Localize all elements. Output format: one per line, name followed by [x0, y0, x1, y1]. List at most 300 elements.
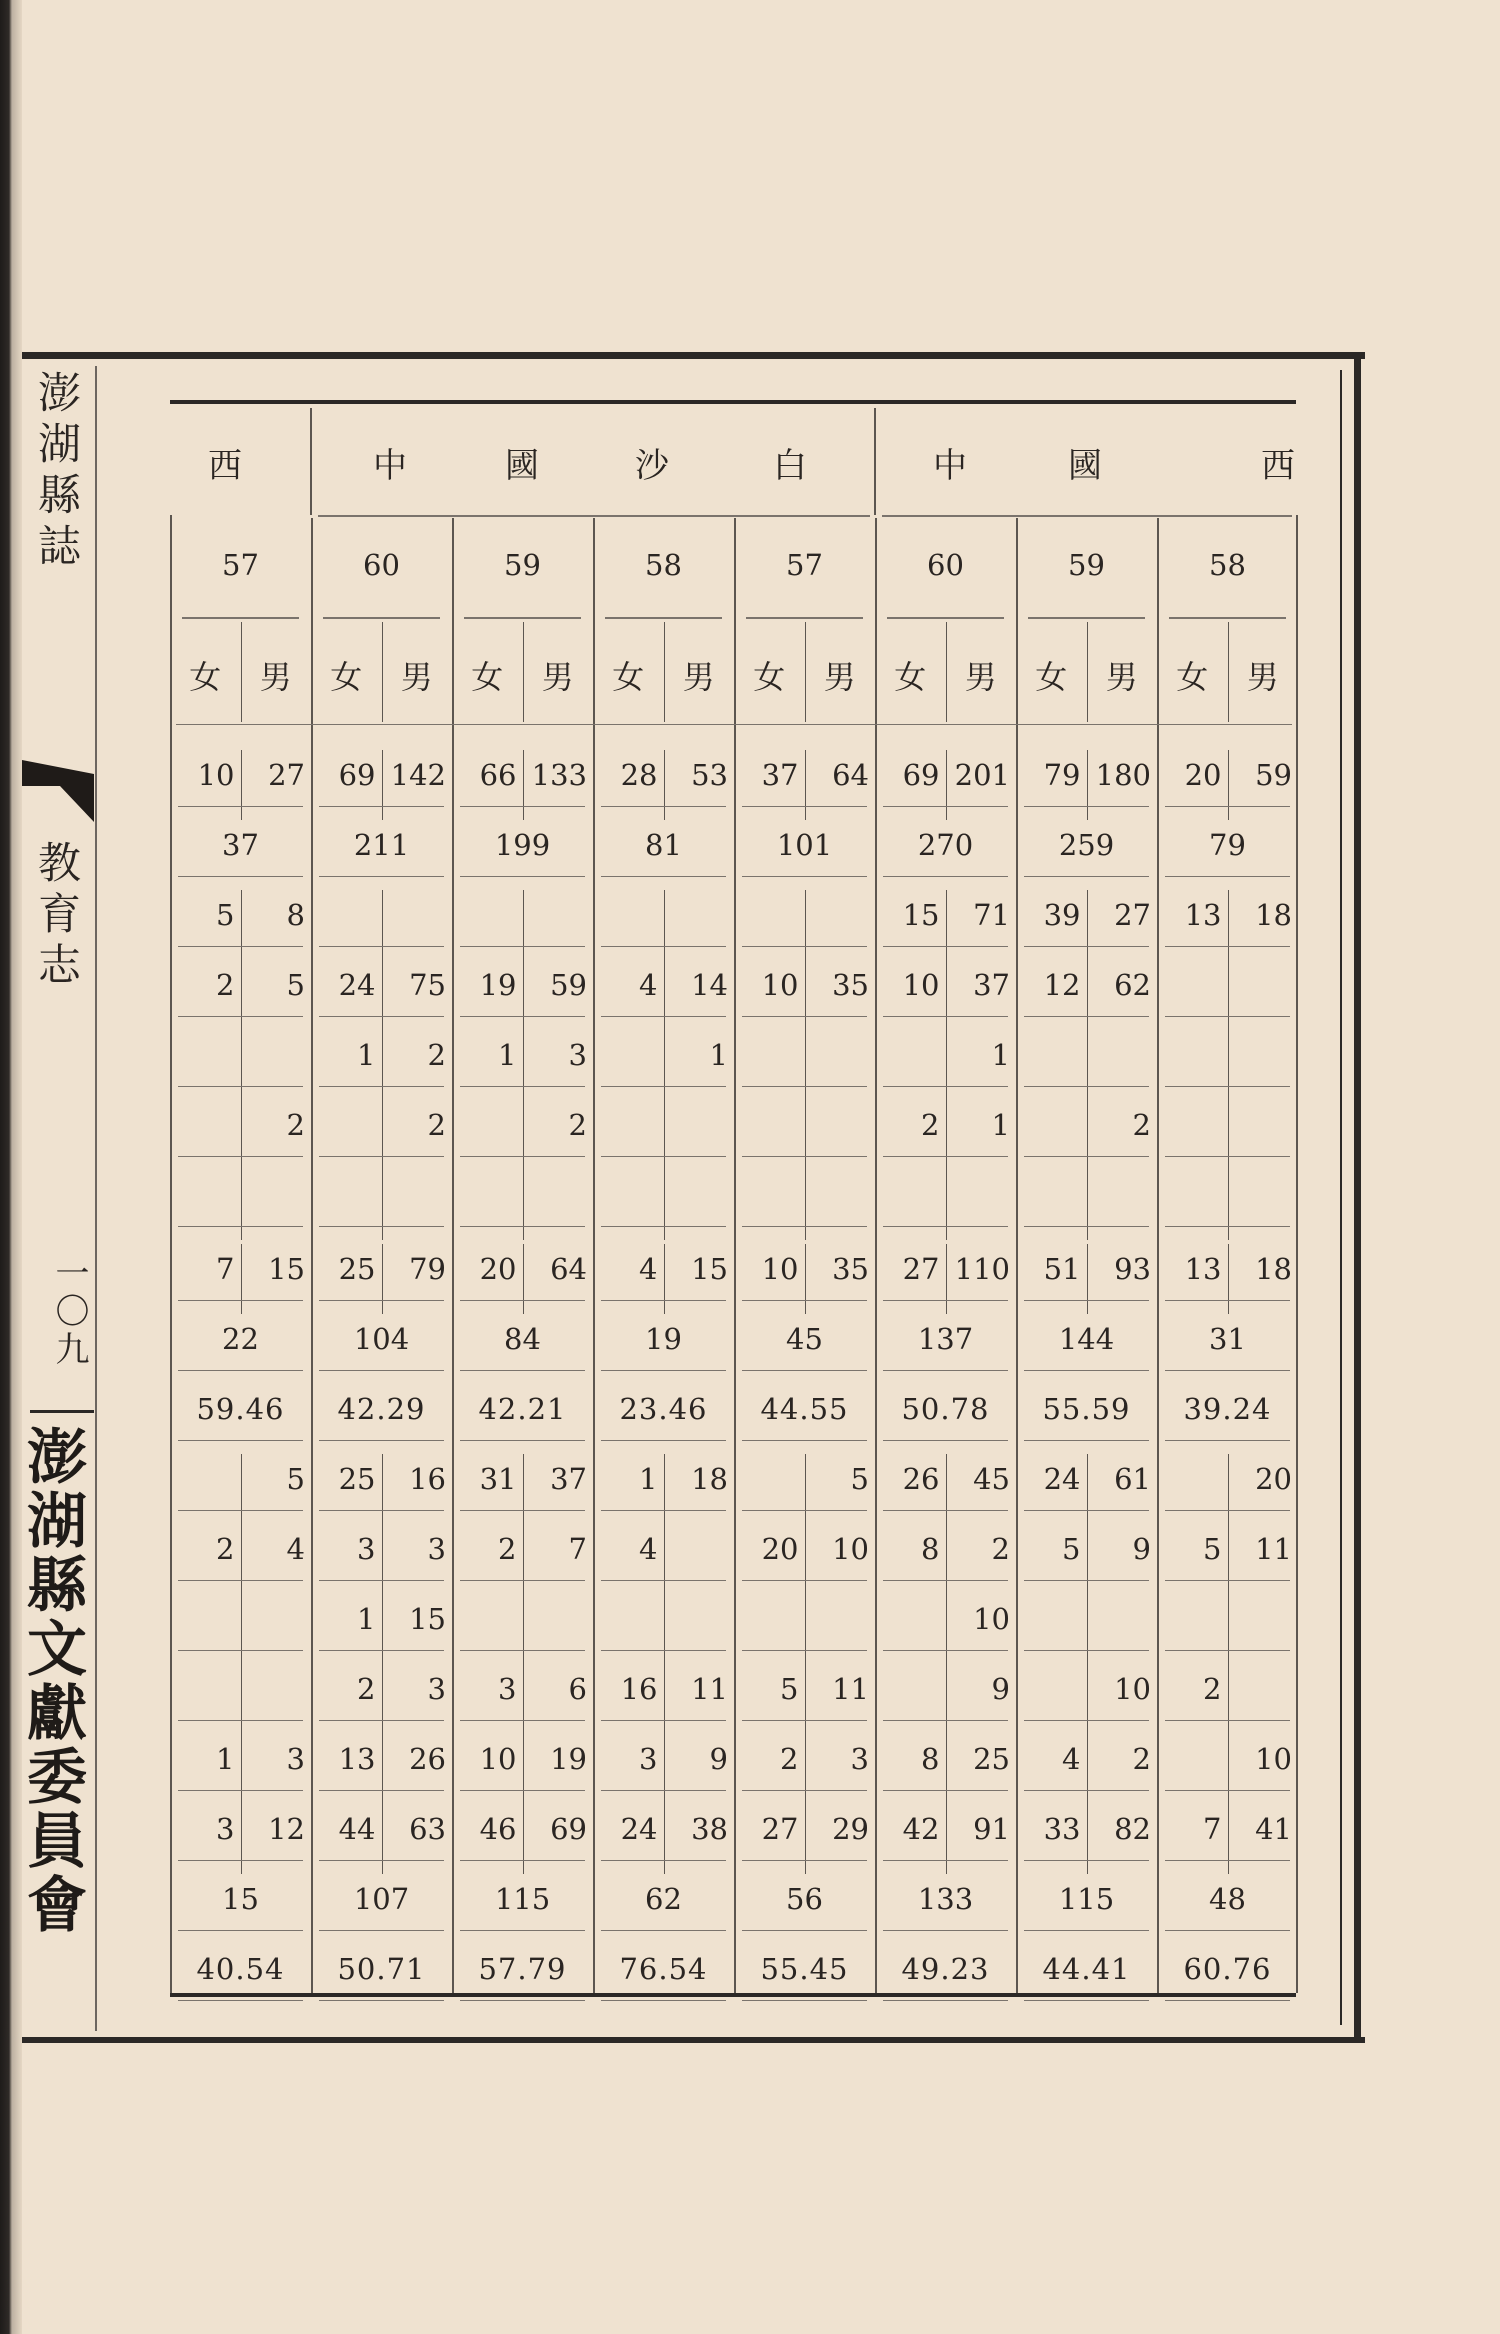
table-cell-male: 2	[427, 1038, 446, 1072]
heading-underline	[318, 515, 870, 517]
row-rule	[1165, 2000, 1290, 2001]
pair-divider	[1228, 1664, 1229, 1734]
row-rule	[319, 1226, 444, 1227]
row-rule	[178, 1016, 303, 1017]
fishtail-mark-icon	[22, 756, 94, 826]
table-cell-total: 259	[1058, 828, 1115, 862]
row-rule	[1165, 1930, 1290, 1931]
book-spine	[0, 0, 22, 2334]
table-cell-male: 37	[973, 968, 1010, 1002]
row-rule	[742, 1930, 867, 1931]
table-cell-total: 270	[917, 828, 974, 862]
table-cell-female: 2	[216, 1532, 235, 1566]
row-rule	[883, 876, 1008, 877]
table-cell-male: 69	[550, 1812, 587, 1846]
table-cell-male: 59	[550, 968, 587, 1002]
table-cell-total: 56	[786, 1882, 823, 1916]
row-rule	[1165, 806, 1290, 807]
table-cell-total: 37	[222, 828, 259, 862]
row-rule	[178, 1860, 303, 1861]
row-rule	[319, 1086, 444, 1087]
table-cell-female: 20	[1184, 758, 1222, 792]
table-cell-total: 42.21	[478, 1392, 567, 1426]
row-rule	[883, 1370, 1008, 1371]
pair-divider	[241, 1030, 242, 1100]
column-header: 59	[1068, 548, 1105, 582]
row-rule	[601, 2000, 726, 2001]
sex-row-rule	[176, 724, 1292, 725]
row-rule	[883, 1086, 1008, 1087]
publisher-title: 澎湖縣文獻委員會	[17, 1425, 87, 1937]
table-cell-male: 75	[409, 968, 446, 1002]
row-rule	[460, 946, 585, 947]
table-cell-male: 18	[1255, 898, 1292, 932]
table-cell-male: 18	[1255, 1252, 1292, 1286]
row-rule	[460, 1370, 585, 1371]
table-cell-female: 28	[620, 758, 658, 792]
table-cell-male: 2	[1132, 1742, 1151, 1776]
column-header: 59	[504, 548, 541, 582]
sex-label-male: 男	[259, 658, 292, 696]
table-cell-female: 37	[761, 758, 799, 792]
table-cell-female: 5	[216, 898, 235, 932]
table-cell-female: 1	[357, 1602, 376, 1636]
table-cell-male: 1	[991, 1038, 1010, 1072]
row-rule	[883, 1790, 1008, 1791]
row-rule	[601, 1300, 726, 1301]
row-rule	[319, 1860, 444, 1861]
row-rule	[178, 1370, 303, 1371]
row-rule	[601, 1370, 726, 1371]
table-cell-total: 211	[353, 828, 410, 862]
row-rule	[742, 2000, 867, 2001]
table-cell-male: 9	[709, 1742, 728, 1776]
row-rule	[319, 1930, 444, 1931]
table-cell-male: 9	[991, 1672, 1010, 1706]
table-cell-total: 44.41	[1042, 1952, 1131, 1986]
table-cell-male: 37	[550, 1462, 587, 1496]
row-rule	[1024, 1156, 1149, 1157]
row-rule	[742, 1650, 867, 1651]
row-rule	[319, 1156, 444, 1157]
table-cell-male: 6	[568, 1672, 587, 1706]
row-rule	[1024, 1930, 1149, 1931]
table-cell-female: 13	[1184, 1252, 1222, 1286]
row-rule	[1165, 946, 1290, 947]
table-cell-total: 15	[222, 1882, 259, 1916]
column-header: 58	[645, 548, 682, 582]
row-rule	[460, 1440, 585, 1441]
table-cell-male: 5	[286, 968, 305, 1002]
table-cell-total: 79	[1209, 828, 1246, 862]
table-cell-male: 9	[1132, 1532, 1151, 1566]
row-rule	[1165, 1650, 1290, 1651]
row-rule	[1024, 1790, 1149, 1791]
sex-label-male: 男	[1246, 658, 1279, 696]
pair-divider	[1228, 960, 1229, 1030]
frame-right-rule	[1354, 352, 1361, 2043]
table-cell-female: 8	[921, 1532, 940, 1566]
table-cell-total: 42.29	[337, 1392, 426, 1426]
table-cell-female: 39	[1043, 898, 1081, 932]
row-rule	[1165, 1720, 1290, 1721]
row-rule	[742, 1086, 867, 1087]
table-cell-total: 107	[353, 1882, 410, 1916]
page-number: 一〇九	[49, 1255, 89, 1369]
table-cell-female: 15	[902, 898, 940, 932]
row-rule	[460, 1226, 585, 1227]
table-cell-female: 1	[498, 1038, 517, 1072]
row-rule	[460, 1156, 585, 1157]
row-rule	[1024, 1440, 1149, 1441]
row-rule	[1165, 1580, 1290, 1581]
table-cell-male: 7	[568, 1532, 587, 1566]
pair-divider	[664, 1594, 665, 1664]
column-header-underline	[887, 617, 1004, 619]
table-cell-total: 81	[645, 828, 682, 862]
row-rule	[460, 1580, 585, 1581]
row-rule	[319, 1016, 444, 1017]
pair-divider	[805, 1030, 806, 1100]
sex-label-male: 男	[1105, 658, 1138, 696]
heading-divider	[874, 408, 876, 515]
table-cell-female: 2	[921, 1108, 940, 1142]
row-rule	[460, 1720, 585, 1721]
column-header-underline	[1169, 617, 1286, 619]
region-heading-char: 西	[208, 446, 242, 486]
region-heading-char: 西	[1261, 446, 1295, 486]
row-rule	[1165, 1226, 1290, 1227]
table-cell-total: 50.71	[337, 1952, 426, 1986]
table-bottom-rule	[170, 1993, 1296, 1997]
row-rule	[601, 1226, 726, 1227]
table-cell-male: 19	[550, 1742, 587, 1776]
row-rule	[319, 1440, 444, 1441]
row-rule	[601, 806, 726, 807]
column-header-underline	[182, 617, 299, 619]
row-rule	[883, 1156, 1008, 1157]
frame-top-rule	[22, 352, 1365, 359]
table-cell-male: 12	[268, 1812, 305, 1846]
row-rule	[883, 1226, 1008, 1227]
region-heading-char: 沙	[635, 446, 669, 486]
table-cell-male: 10	[973, 1602, 1010, 1636]
row-rule	[883, 2000, 1008, 2001]
row-rule	[742, 1156, 867, 1157]
table-cell-female: 66	[479, 758, 517, 792]
table-cell-female: 24	[338, 968, 376, 1002]
row-rule	[883, 1580, 1008, 1581]
row-rule	[1165, 876, 1290, 877]
row-rule	[742, 876, 867, 877]
row-rule	[601, 1580, 726, 1581]
table-cell-female: 3	[639, 1742, 658, 1776]
row-rule	[601, 1720, 726, 1721]
table-cell-total: 104	[353, 1322, 410, 1356]
row-rule	[1024, 1720, 1149, 1721]
county-title: 澎湖縣誌	[31, 370, 81, 574]
table-cell-female: 5	[780, 1672, 799, 1706]
row-rule	[601, 1510, 726, 1511]
row-rule	[1024, 1580, 1149, 1581]
row-rule	[178, 1790, 303, 1791]
column-header-underline	[323, 617, 440, 619]
table-cell-male: 53	[691, 758, 728, 792]
table-cell-male: 133	[531, 758, 587, 792]
row-rule	[1165, 1510, 1290, 1511]
row-rule	[883, 1650, 1008, 1651]
row-rule	[319, 1510, 444, 1511]
table-cell-total: 31	[1209, 1322, 1246, 1356]
table-cell-total: 115	[494, 1882, 551, 1916]
table-cell-male: 180	[1095, 758, 1151, 792]
row-rule	[1165, 1086, 1290, 1087]
table-cell-female: 2	[780, 1742, 799, 1776]
table-cell-female: 26	[902, 1462, 940, 1496]
row-rule	[1024, 806, 1149, 807]
table-cell-male: 3	[427, 1672, 446, 1706]
column-header-underline	[746, 617, 863, 619]
table-cell-male: 5	[850, 1462, 869, 1496]
table-cell-male: 5	[286, 1462, 305, 1496]
row-rule	[601, 1790, 726, 1791]
table-cell-total: 76.54	[619, 1952, 708, 1986]
table-cell-female: 1	[216, 1742, 235, 1776]
row-rule	[460, 806, 585, 807]
table-cell-female: 4	[639, 1252, 658, 1286]
row-rule	[742, 806, 867, 807]
table-cell-male: 25	[973, 1742, 1010, 1776]
table-cell-female: 10	[902, 968, 940, 1002]
pair-divider	[523, 890, 524, 960]
column-header: 60	[363, 548, 400, 582]
row-rule	[601, 876, 726, 877]
row-rule	[601, 946, 726, 947]
row-rule	[178, 1930, 303, 1931]
table-cell-male: 8	[286, 898, 305, 932]
table-cell-male: 59	[1255, 758, 1292, 792]
sex-label-female: 女	[612, 658, 645, 696]
row-rule	[319, 946, 444, 947]
table-cell-female: 20	[761, 1532, 799, 1566]
table-cell-male: 93	[1114, 1252, 1151, 1286]
table-cell-total: 59.46	[196, 1392, 285, 1426]
row-rule	[601, 1156, 726, 1157]
table-cell-total: 55.59	[1042, 1392, 1131, 1426]
pair-divider	[664, 890, 665, 960]
table-cell-male: 64	[832, 758, 869, 792]
heading-divider	[310, 408, 312, 515]
pair-divider	[1228, 1170, 1229, 1240]
row-rule	[883, 1300, 1008, 1301]
table-cell-male: 79	[409, 1252, 446, 1286]
row-rule	[460, 1790, 585, 1791]
sex-label-male: 男	[823, 658, 856, 696]
row-rule	[1024, 1086, 1149, 1087]
table-cell-female: 2	[357, 1672, 376, 1706]
table-cell-female: 4	[639, 968, 658, 1002]
row-rule	[742, 1720, 867, 1721]
table-cell-total: 199	[494, 828, 551, 862]
table-cell-female: 27	[761, 1812, 799, 1846]
row-rule	[178, 1300, 303, 1301]
table-cell-female: 3	[498, 1672, 517, 1706]
table-cell-male: 64	[550, 1252, 587, 1286]
table-cell-total: 55.45	[760, 1952, 849, 1986]
table-cell-total: 57.79	[478, 1952, 567, 1986]
table-cell-female: 4	[639, 1532, 658, 1566]
table-cell-female: 16	[620, 1672, 658, 1706]
table-cell-female: 7	[216, 1252, 235, 1286]
row-rule	[1024, 1370, 1149, 1371]
row-rule	[178, 946, 303, 947]
column-header-underline	[605, 617, 722, 619]
table-cell-male: 2	[991, 1532, 1010, 1566]
pair-divider	[805, 890, 806, 960]
row-rule	[883, 1016, 1008, 1017]
row-rule	[1024, 1650, 1149, 1651]
sex-label-male: 男	[682, 658, 715, 696]
table-cell-female: 24	[1043, 1462, 1081, 1496]
row-rule	[1024, 1510, 1149, 1511]
table-cell-female: 10	[197, 758, 235, 792]
sex-label-female: 女	[753, 658, 786, 696]
pair-divider	[805, 1100, 806, 1170]
table-cell-female: 25	[338, 1252, 376, 1286]
column-header: 60	[927, 548, 964, 582]
table-cell-female: 5	[1062, 1532, 1081, 1566]
pair-divider	[382, 1170, 383, 1240]
table-cell-female: 2	[498, 1532, 517, 1566]
row-rule	[319, 1720, 444, 1721]
pair-divider	[1087, 1170, 1088, 1240]
column-header: 57	[786, 548, 823, 582]
frame-bottom-rule	[22, 2037, 1365, 2043]
pair-divider	[241, 1170, 242, 1240]
row-rule	[460, 1930, 585, 1931]
table-cell-male: 2	[286, 1108, 305, 1142]
table-cell-male: 142	[390, 758, 446, 792]
table-cell-male: 71	[973, 898, 1010, 932]
row-rule	[460, 1650, 585, 1651]
row-rule	[742, 1440, 867, 1441]
row-rule	[742, 1300, 867, 1301]
table-cell-male: 29	[832, 1812, 869, 1846]
row-rule	[178, 1440, 303, 1441]
row-rule	[601, 1016, 726, 1017]
table-cell-male: 3	[427, 1532, 446, 1566]
table-cell-total: 44.55	[760, 1392, 849, 1426]
table-cell-male: 15	[409, 1602, 446, 1636]
row-rule	[742, 1580, 867, 1581]
pair-divider	[241, 1594, 242, 1664]
table-cell-male: 38	[691, 1812, 728, 1846]
table-cell-female: 44	[338, 1812, 376, 1846]
row-rule	[460, 1300, 585, 1301]
row-rule	[319, 1300, 444, 1301]
table-cell-female: 3	[357, 1532, 376, 1566]
column-header-underline	[464, 617, 581, 619]
row-rule	[601, 1650, 726, 1651]
table-cell-total: 40.54	[196, 1952, 285, 1986]
table-cell-male: 3	[568, 1038, 587, 1072]
table-cell-female: 12	[1043, 968, 1081, 1002]
row-rule	[319, 1790, 444, 1791]
table-cell-total: 19	[645, 1322, 682, 1356]
row-rule	[1165, 1016, 1290, 1017]
pair-divider	[382, 890, 383, 960]
sex-label-male: 男	[964, 658, 997, 696]
row-rule	[742, 1860, 867, 1861]
table-cell-total: 62	[645, 1882, 682, 1916]
table-cell-female: 20	[479, 1252, 517, 1286]
row-rule	[742, 1370, 867, 1371]
pair-divider	[1087, 1594, 1088, 1664]
row-rule	[178, 1226, 303, 1227]
sex-label-male: 男	[541, 658, 574, 696]
margin-rule	[95, 366, 97, 2031]
region-heading-char: 白	[773, 446, 807, 486]
section-title: 教育志	[31, 840, 81, 993]
row-rule	[178, 1720, 303, 1721]
row-rule	[319, 806, 444, 807]
table-cell-male: 11	[691, 1672, 728, 1706]
row-rule	[319, 1650, 444, 1651]
row-rule	[460, 1086, 585, 1087]
table-cell-male: 62	[1114, 968, 1151, 1002]
table-cell-female: 10	[761, 1252, 799, 1286]
table-cell-male: 2	[427, 1108, 446, 1142]
table-cell-total: 45	[786, 1322, 823, 1356]
table-cell-male: 1	[991, 1108, 1010, 1142]
table-cell-female: 1	[357, 1038, 376, 1072]
table-cell-male: 15	[691, 1252, 728, 1286]
pair-divider	[241, 1664, 242, 1734]
table-cell-male: 4	[286, 1532, 305, 1566]
table-cell-male: 3	[850, 1742, 869, 1776]
table-cell-male: 10	[832, 1532, 869, 1566]
row-rule	[742, 946, 867, 947]
table-cell-male: 3	[286, 1742, 305, 1776]
row-rule	[883, 1860, 1008, 1861]
row-rule	[178, 876, 303, 877]
row-rule	[1024, 876, 1149, 877]
table-cell-female: 13	[1184, 898, 1222, 932]
sex-label-female: 女	[471, 658, 504, 696]
row-rule	[1024, 1016, 1149, 1017]
row-rule	[460, 1860, 585, 1861]
table-cell-female: 10	[761, 968, 799, 1002]
row-rule	[883, 1930, 1008, 1931]
row-rule	[1024, 946, 1149, 947]
pair-divider	[946, 1170, 947, 1240]
table-cell-total: 133	[917, 1882, 974, 1916]
pair-divider	[1228, 1594, 1229, 1664]
column-header: 57	[222, 548, 259, 582]
table-cell-total: 49.23	[901, 1952, 990, 1986]
row-rule	[178, 1650, 303, 1651]
table-cell-male: 61	[1114, 1462, 1151, 1496]
row-rule	[178, 806, 303, 807]
table-cell-male: 82	[1114, 1812, 1151, 1846]
table-cell-male: 18	[691, 1462, 728, 1496]
row-rule	[319, 1580, 444, 1581]
table-cell-male: 26	[409, 1742, 446, 1776]
table-cell-female: 3	[216, 1812, 235, 1846]
row-rule	[1165, 1156, 1290, 1157]
table-cell-total: 84	[504, 1322, 541, 1356]
row-rule	[460, 2000, 585, 2001]
